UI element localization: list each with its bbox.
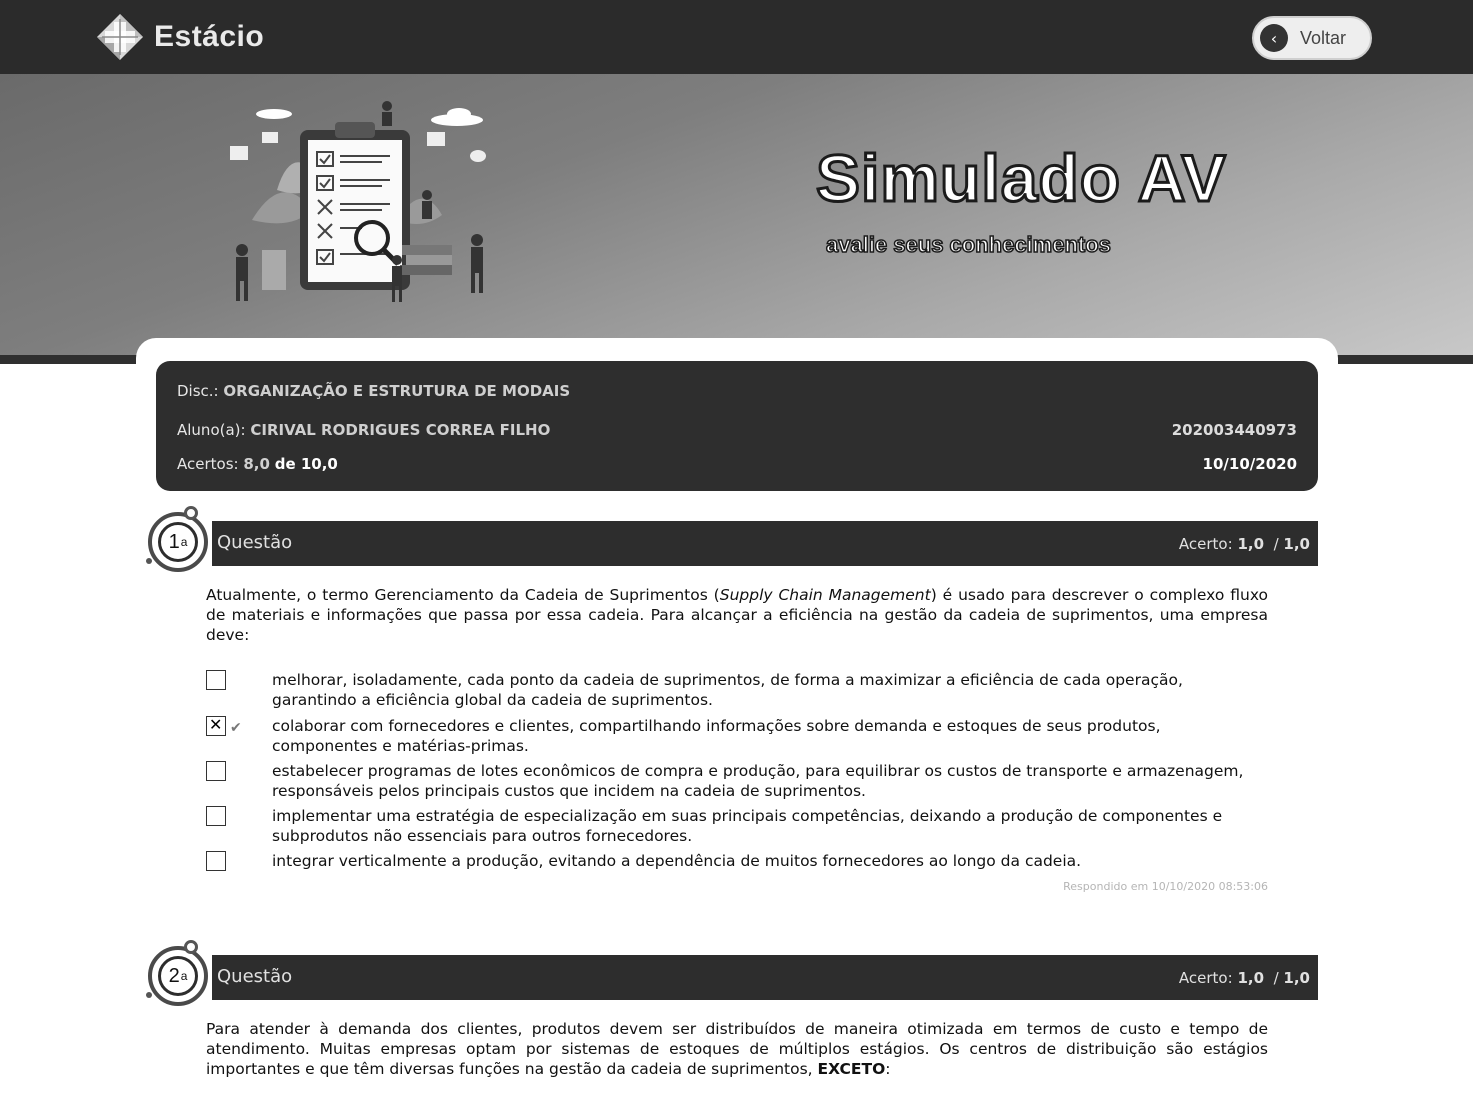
banner-title: Simulado AV [816,141,1227,215]
question-1-score-total: 1,0 [1283,535,1310,553]
question-1-option[interactable] [206,716,1268,758]
question-2-number: 2 a [158,956,198,996]
option-checkbox[interactable] [206,851,226,871]
option-text: estabelecer programas de lotes econômicos de compra e produção, para equilibrar os custos de transporte e armazenagem, responsáveis pelos principais custos que incidem na cadeia de suprimentos. [272,762,1244,800]
student-name: CIRIVAL RODRIGUES CORREA FILHO [250,421,551,439]
question-2-score-sep: / [1273,969,1279,987]
option-text: implementar uma estratégia de especialização em suas principais competências, deixando a produção de componentes e subprodutos não essenciais para outros fornecedores. [272,807,1223,845]
question-1-score [1179,535,1310,553]
question-2-header [212,955,1318,1000]
option-checkbox[interactable] [206,670,226,690]
exam-info-box [156,361,1318,491]
question-1-badge [144,506,214,576]
brand-logo[interactable] [96,12,264,62]
brand-name: Estácio [154,20,265,53]
discipline-row [177,382,570,400]
question-1-title: Questão [217,532,293,553]
question-1-option[interactable] [206,761,1268,803]
question-1-score-sep: / [1273,535,1279,553]
option-checkbox[interactable] [206,806,226,826]
option-checkbox-checked[interactable] [206,716,226,736]
back-button[interactable] [1252,16,1372,60]
top-bar [0,0,1473,74]
exam-date: 10/10/2020 [1202,455,1297,473]
question-1-text: Atualmente, o termo Gerenciamento da Cadeia de Suprimentos (Supply Chain Management) é usado para descrever o complexo fluxo de materiais e informações que passa por essa cadeia. Para alcançar a eficiência na gestão da cadeia de suprimentos, uma empresa deve: [206,586,1268,644]
option-text: melhorar, isoladamente, cada ponto da cadeia de suprimentos, de forma a maximizar a eficiência de cada operação, garantindo a eficiência global da cadeia de suprimentos. [272,671,1183,709]
question-2-score-total: 1,0 [1283,969,1310,987]
option-text: integrar verticalmente a produção, evitando a dependência de muitos fornecedores ao longo da cadeia. [272,852,1082,870]
question-1-option[interactable] [206,851,1268,873]
question-2-text: Para atender à demanda dos clientes, produtos devem ser distribuídos de maneira otimizada em termos de custo e tempo de atendimento. Muitas empresas optam por sistemas de estoques de múltiplos estágios. Os centros de distribuição são estágios importantes e que têm diversas funções na gestão da cadeia de suprimentos, EXCETO: [206,1020,1268,1078]
question-2-score [1179,969,1310,987]
correct-check-icon: ✔ [230,720,242,736]
score-label: Acertos: [177,455,239,473]
question-1-score-value: 1,0 [1237,535,1265,553]
banner-subtitle: avalie seus conhecimentos [826,232,1111,257]
question-1-number: 1 a [158,522,198,562]
score-value: 8,0 [243,455,270,473]
checklist-illustration-icon [222,100,492,310]
option-checkbox[interactable] [206,761,226,781]
banner [0,74,1473,364]
question-2-title: Questão [217,966,293,987]
question-2-badge [144,940,214,1010]
option-text: colaborar com fornecedores e clientes, compartilhando informações sobre demanda e estoques de seus produtos, componentes e matérias-primas. [272,717,1161,755]
question-2-score-value: 1,0 [1237,969,1265,987]
score-total: de 10,0 [274,455,338,473]
question-1-header [212,521,1318,566]
question-1-option[interactable] [206,806,1268,848]
question-1-answered-time: Respondido em 10/10/2020 08:53:06 [1063,880,1268,893]
question-1-option[interactable] [206,670,1268,712]
student-id: 202003440973 [1171,421,1297,439]
discipline-label: Disc.: [177,382,219,400]
chevron-left-icon: ‹ [1260,24,1288,52]
student-row [177,421,550,439]
question-2-score-label: Acerto: [1178,969,1233,987]
score-row [177,455,338,473]
discipline-value: ORGANIZAÇÃO E ESTRUTURA DE MODAIS [223,382,571,400]
estacio-logo-icon [96,13,144,61]
back-button-label: Voltar [1300,27,1347,48]
student-label: Aluno(a): [177,421,246,439]
question-1-score-label: Acerto: [1178,535,1233,553]
